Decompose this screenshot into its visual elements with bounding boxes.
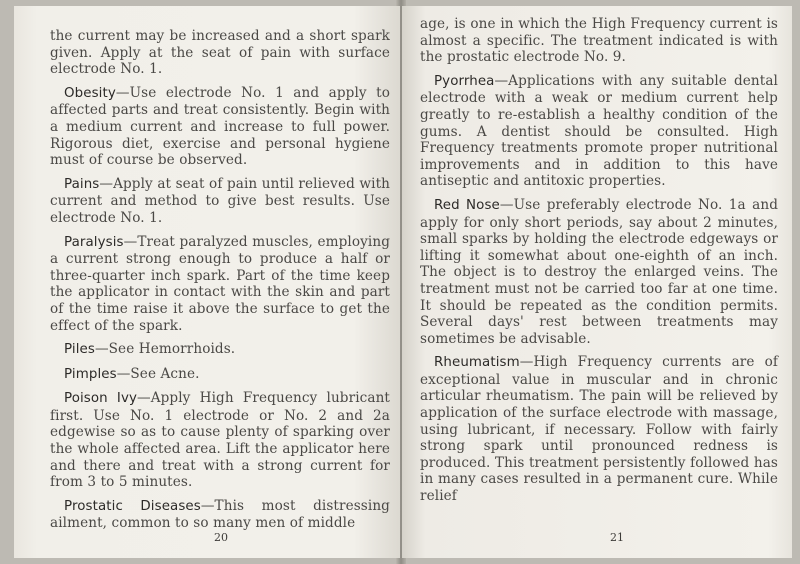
right-page	[402, 6, 792, 558]
page-number: 20	[214, 531, 228, 544]
entry-text: High Frequency currents are of exceptional value in muscular and in chronic articular rheumatism. The pain will be relieved by application of the surface electrode with massage, using lubricant, if necessary. Follow with fairly strong spark until pronounced redness is produced. This treatment persistently followed has in many cases resulted in a permanent cure. While relief	[420, 354, 778, 505]
entry-text: See Hemorrhoids.	[108, 341, 236, 358]
continuation-paragraph: age, is one in which the High Frequency current is almost a specific. The treatment indicated is with the prostatic electrode No. 9.	[420, 16, 778, 66]
entry-text: Apply at seat of pain until relieved with current and method to give best results. Use electrode No. 1.	[50, 175, 390, 226]
entry-rheumatism: Rheumatism—High Frequency currents are of exceptional value in muscular and in chronic articular rheumatism. The pain will be relieved by application of the surface electrode with massage, using lubricant, if necessary. Follow with fairly strong spark until pronounced redness is produced. This treatment persistently followed has in many cases resulted in a permanent cure. While relief	[420, 354, 778, 505]
entry-paralysis: Paralysis—Treat paralyzed muscles, employing a current strong enough to produce a half or three-quarter inch spark. Part of the time keep the applicator in contact with the skin and part of the time raise it above the surface to get the effect of the spark.	[50, 233, 390, 334]
entry-term: Pyorrhea	[434, 73, 495, 89]
left-page	[14, 6, 400, 558]
entry-term: Paralysis	[64, 234, 124, 250]
entry-pimples: Pimples—See Acne.	[64, 365, 200, 382]
entry-red-nose: Red Nose—Use preferably electrode No. 1a and apply for only short periods, say about 2 minutes, small sparks by holding the electrode edgeways or lifting it somewhat about one-eighth of an inch. The object is to destroy the enlarged veins. The treatment must not be carried too far at one time. It should be repeated as the condition permits. Several days' rest between treatments may sometimes be advisable.	[420, 196, 778, 347]
entry-pyorrhea: Pyorrhea—Applications with any suitable dental electrode with a weak or medium current help greatly to re-establish a healthy condition of the gums. A dentist should be consulted. High Frequency treatments promote proper nutritional improvements and in addition to this have antiseptic and antitoxic properties.	[420, 72, 778, 190]
entry-prostatic-diseases: Prostatic Diseases—This most distressing ailment, common to so many men of middle	[50, 497, 390, 532]
entry-term: Pimples	[64, 366, 117, 382]
entry-poison-ivy: Poison Ivy—Apply High Frequency lubricant first. Use No. 1 electrode or No. 2 and 2a edgewise so as to cause plenty of sparking over the whole affected area. Lift the applicator here and there and treat with a strong current for from 3 to 5 minutes.	[50, 390, 390, 491]
entry-term: Piles	[64, 342, 95, 358]
right-page-text	[420, 16, 778, 512]
entry-text: Apply High Frequency lubricant first. Use No. 1 electrode or No. 2 and 2a edgewise so as to cause plenty of sparking over the whole affected area. Lift the applicator here and there and treat with a strong current for from 3 to 5 minutes.	[50, 390, 390, 491]
entry-term: Rheumatism	[434, 355, 520, 371]
continuation-paragraph: the current may be increased and a short spark given. Apply at the seat of pain with surface electrode No. 1.	[50, 28, 390, 78]
entry-text: See Acne.	[130, 365, 200, 382]
entry-term: Obesity	[64, 85, 116, 101]
entry-term: Red Nose	[434, 197, 500, 213]
entry-text: This most distressing ailment, common to so many men of middle	[50, 497, 390, 532]
entry-term: Prostatic Diseases	[64, 498, 201, 514]
entry-text: Applications with any suitable dental electrode with a weak or medium current help greatly to re-establish a healthy condition of the gums. A dentist should be consulted. High Frequency treatments promote proper nutritional improvements and in addition to this have antiseptic and antitoxic properties.	[420, 72, 778, 190]
entry-text: Use preferably electrode No. 1a and apply for only short periods, say about 2 minutes, small sparks by holding the electrode edgeways or lifting it somewhat about one-eighth of an inch. The object is to destroy the enlarged veins. The treatment must not be carried too far at one time. It should be repeated as the condition permits. Several days' rest between treatments may sometimes be advisable.	[420, 196, 778, 347]
entry-term: Pains	[64, 176, 100, 192]
entry-term: Poison Ivy	[64, 391, 137, 407]
entry-pains: Pains—Apply at seat of pain until relieved with current and method to give best results. Use electrode No. 1.	[50, 175, 390, 226]
left-page-text	[50, 28, 390, 539]
entry-text: Use electrode No. 1 and apply to affected parts and treat consistently. Begin with a medium current and increase to full power. Rigorous diet, exercise and personal hygiene must of course be observed.	[50, 84, 390, 169]
entry-piles: Piles—See Hemorrhoids.	[64, 341, 236, 358]
entry-obesity: Obesity—Use electrode No. 1 and apply to affected parts and treat consistently. Begin with a medium current and increase to full power. Rigorous diet, exercise and personal hygiene must of course be observed.	[50, 84, 390, 169]
entry-text: Treat paralyzed muscles, employing a current strong enough to produce a half or three-quarter inch spark. Part of the time keep the applicator in contact with the skin and part of the time raise it above the surface to get the effect of the spark.	[50, 233, 390, 334]
page-number: 21	[610, 531, 624, 544]
